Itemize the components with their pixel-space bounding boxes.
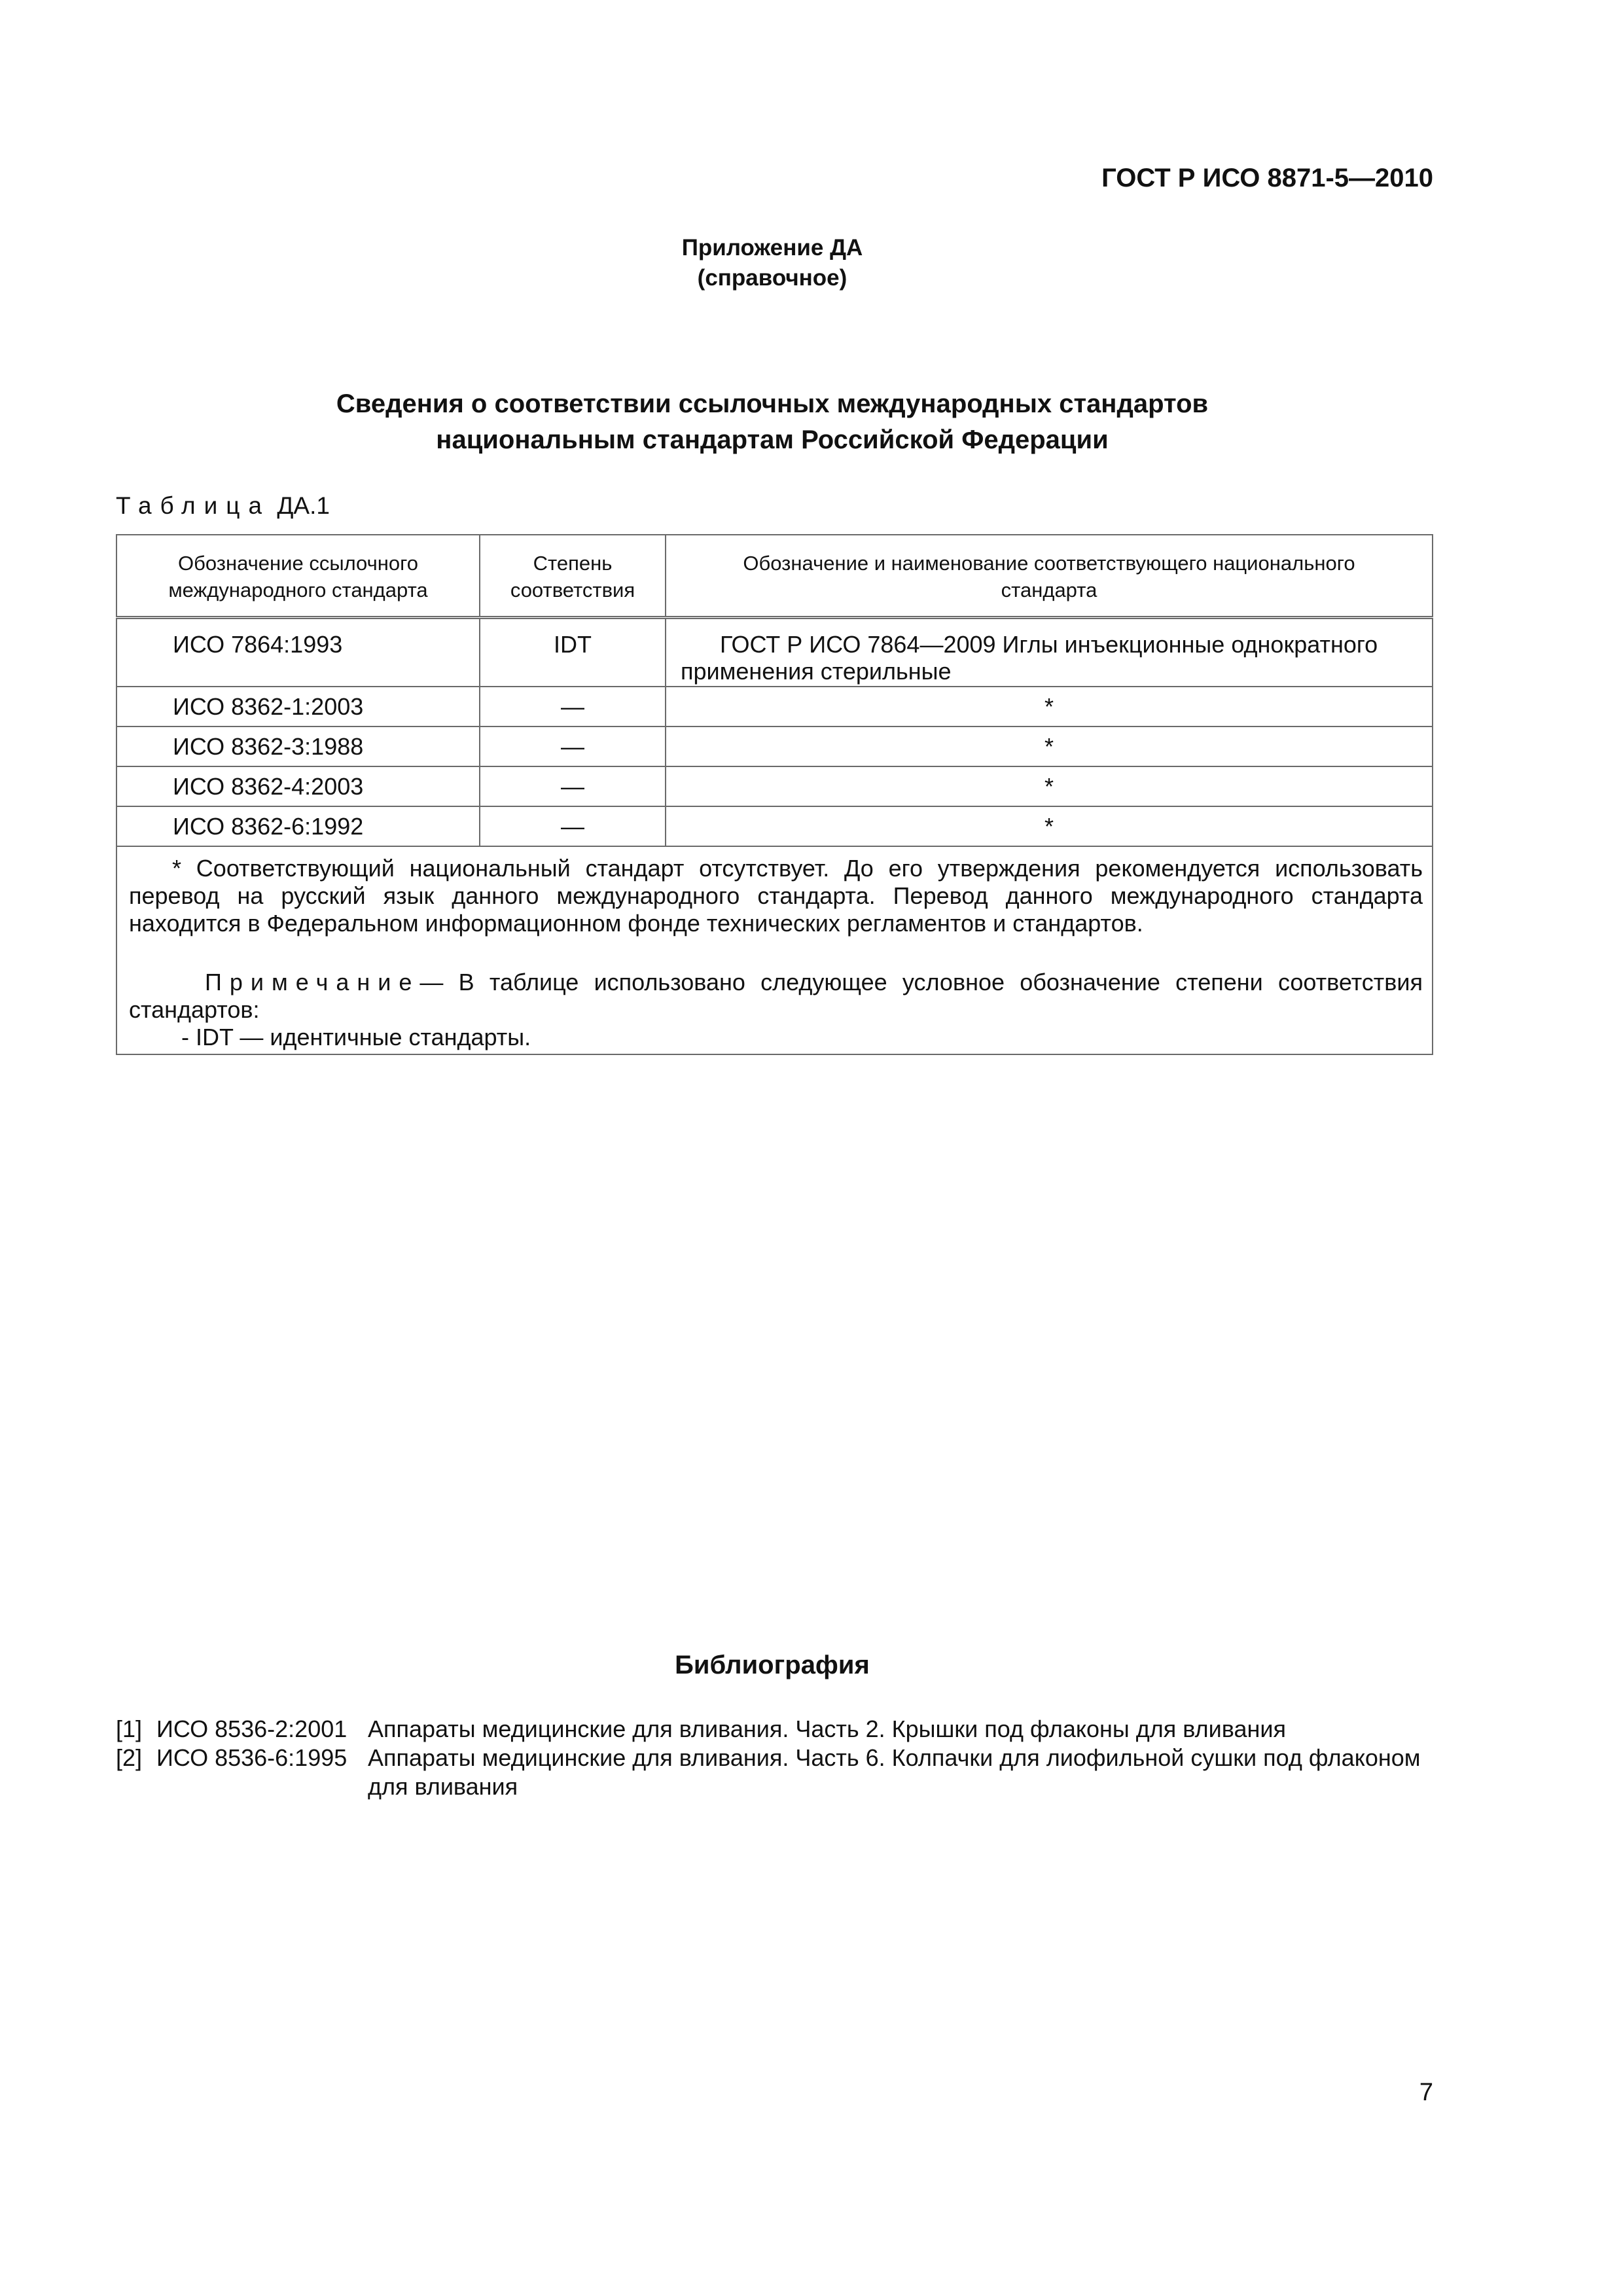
table-footnote: * Соответствующий национальный стандарт отсутствует. До его утверждения рекомендуется использовать перевод на русский язык данного международного стандарта. Перевод данного международного стандарта находится в Федеральном информационном фонде технических регламентов и стандартов. bbox=[129, 855, 1423, 937]
cell-degree: IDT bbox=[480, 617, 666, 687]
cell-intl-standard: ИСО 8362-6:1992 bbox=[116, 806, 480, 846]
cell-degree: — bbox=[480, 766, 666, 806]
section-title-line-2: национальным стандартам Российской Федерации bbox=[436, 425, 1109, 454]
table-note-text: — В таблице использовано следующее условное обозначение степени соответствия стандартов: bbox=[129, 969, 1423, 1023]
bibliography-entry-code: ИСО 8536-6:1995 bbox=[156, 1744, 348, 1771]
cell-national-standard: * bbox=[666, 687, 1433, 726]
table-row bbox=[116, 766, 1433, 806]
bibliography-entry-text: Аппараты медицинские для вливания. Часть 6. Колпачки для лиофильной сушки под флаконом для вливания bbox=[368, 1744, 1421, 1800]
section-title bbox=[0, 386, 1544, 458]
cell-intl-standard: ИСО 8362-1:2003 bbox=[116, 687, 480, 726]
cell-intl-standard: ИСО 8362-4:2003 bbox=[116, 766, 480, 806]
table-footnote-cell bbox=[116, 846, 1433, 1054]
table-caption-word: Таблица bbox=[116, 492, 271, 519]
appendix-heading bbox=[0, 233, 1544, 293]
bibliography-entry-number: [1] bbox=[116, 1715, 143, 1742]
bibliography-title: Библиография bbox=[675, 1651, 870, 1679]
table-row bbox=[116, 726, 1433, 766]
table-note-label: Примечание bbox=[205, 969, 420, 996]
cell-national-standard: * bbox=[666, 806, 1433, 846]
cell-degree: — bbox=[480, 687, 666, 726]
bibliography-entry bbox=[116, 1744, 1432, 1801]
cell-degree: — bbox=[480, 806, 666, 846]
cell-national-standard: ГОСТ Р ИСО 7864—2009 Иглы инъекционные однократного применения стерильные bbox=[666, 617, 1433, 687]
cell-intl-standard: ИСО 7864:1993 bbox=[116, 617, 480, 687]
bibliography-entry-code: ИСО 8536-2:2001 bbox=[156, 1715, 348, 1742]
table-caption-number: ДА.1 bbox=[277, 492, 330, 519]
table-note-item: - IDT — идентичные стандарты. bbox=[181, 1024, 531, 1050]
table-note bbox=[129, 969, 1423, 1051]
cell-intl-standard: ИСО 8362-3:1988 bbox=[116, 726, 480, 766]
appendix-title: Приложение ДА bbox=[681, 235, 863, 260]
page-number: 7 bbox=[1419, 2079, 1433, 2106]
appendix-status: (справочное) bbox=[697, 265, 847, 291]
bibliography-entry-text: Аппараты медицинские для вливания. Часть 2. Крышки под флаконы для вливания bbox=[368, 1715, 1286, 1742]
table-caption bbox=[116, 492, 330, 520]
table-footnote-row bbox=[116, 846, 1433, 1054]
cell-degree: — bbox=[480, 726, 666, 766]
cell-national-standard: * bbox=[666, 726, 1433, 766]
table-note-line bbox=[129, 969, 1423, 1024]
table-row bbox=[116, 806, 1433, 846]
document-code: ГОСТ Р ИСО 8871-5—2010 bbox=[1101, 164, 1433, 192]
bibliography-list bbox=[116, 1715, 1432, 1801]
header-intl-standard: Обозначение ссылочного международного стандарта bbox=[116, 535, 480, 617]
header-national-standard: Обозначение и наименование соответствующего национального стандарта bbox=[666, 535, 1433, 617]
table-header-row bbox=[116, 535, 1433, 617]
cell-national-standard: * bbox=[666, 766, 1433, 806]
section-title-line-1: Сведения о соответствии ссылочных международных стандартов bbox=[336, 389, 1209, 418]
table-row bbox=[116, 617, 1433, 687]
header-degree: Степень соответствия bbox=[480, 535, 666, 617]
bibliography-entry-number: [2] bbox=[116, 1744, 143, 1771]
standards-table bbox=[116, 534, 1433, 1055]
table-row bbox=[116, 687, 1433, 726]
bibliography-entry bbox=[116, 1715, 1432, 1744]
